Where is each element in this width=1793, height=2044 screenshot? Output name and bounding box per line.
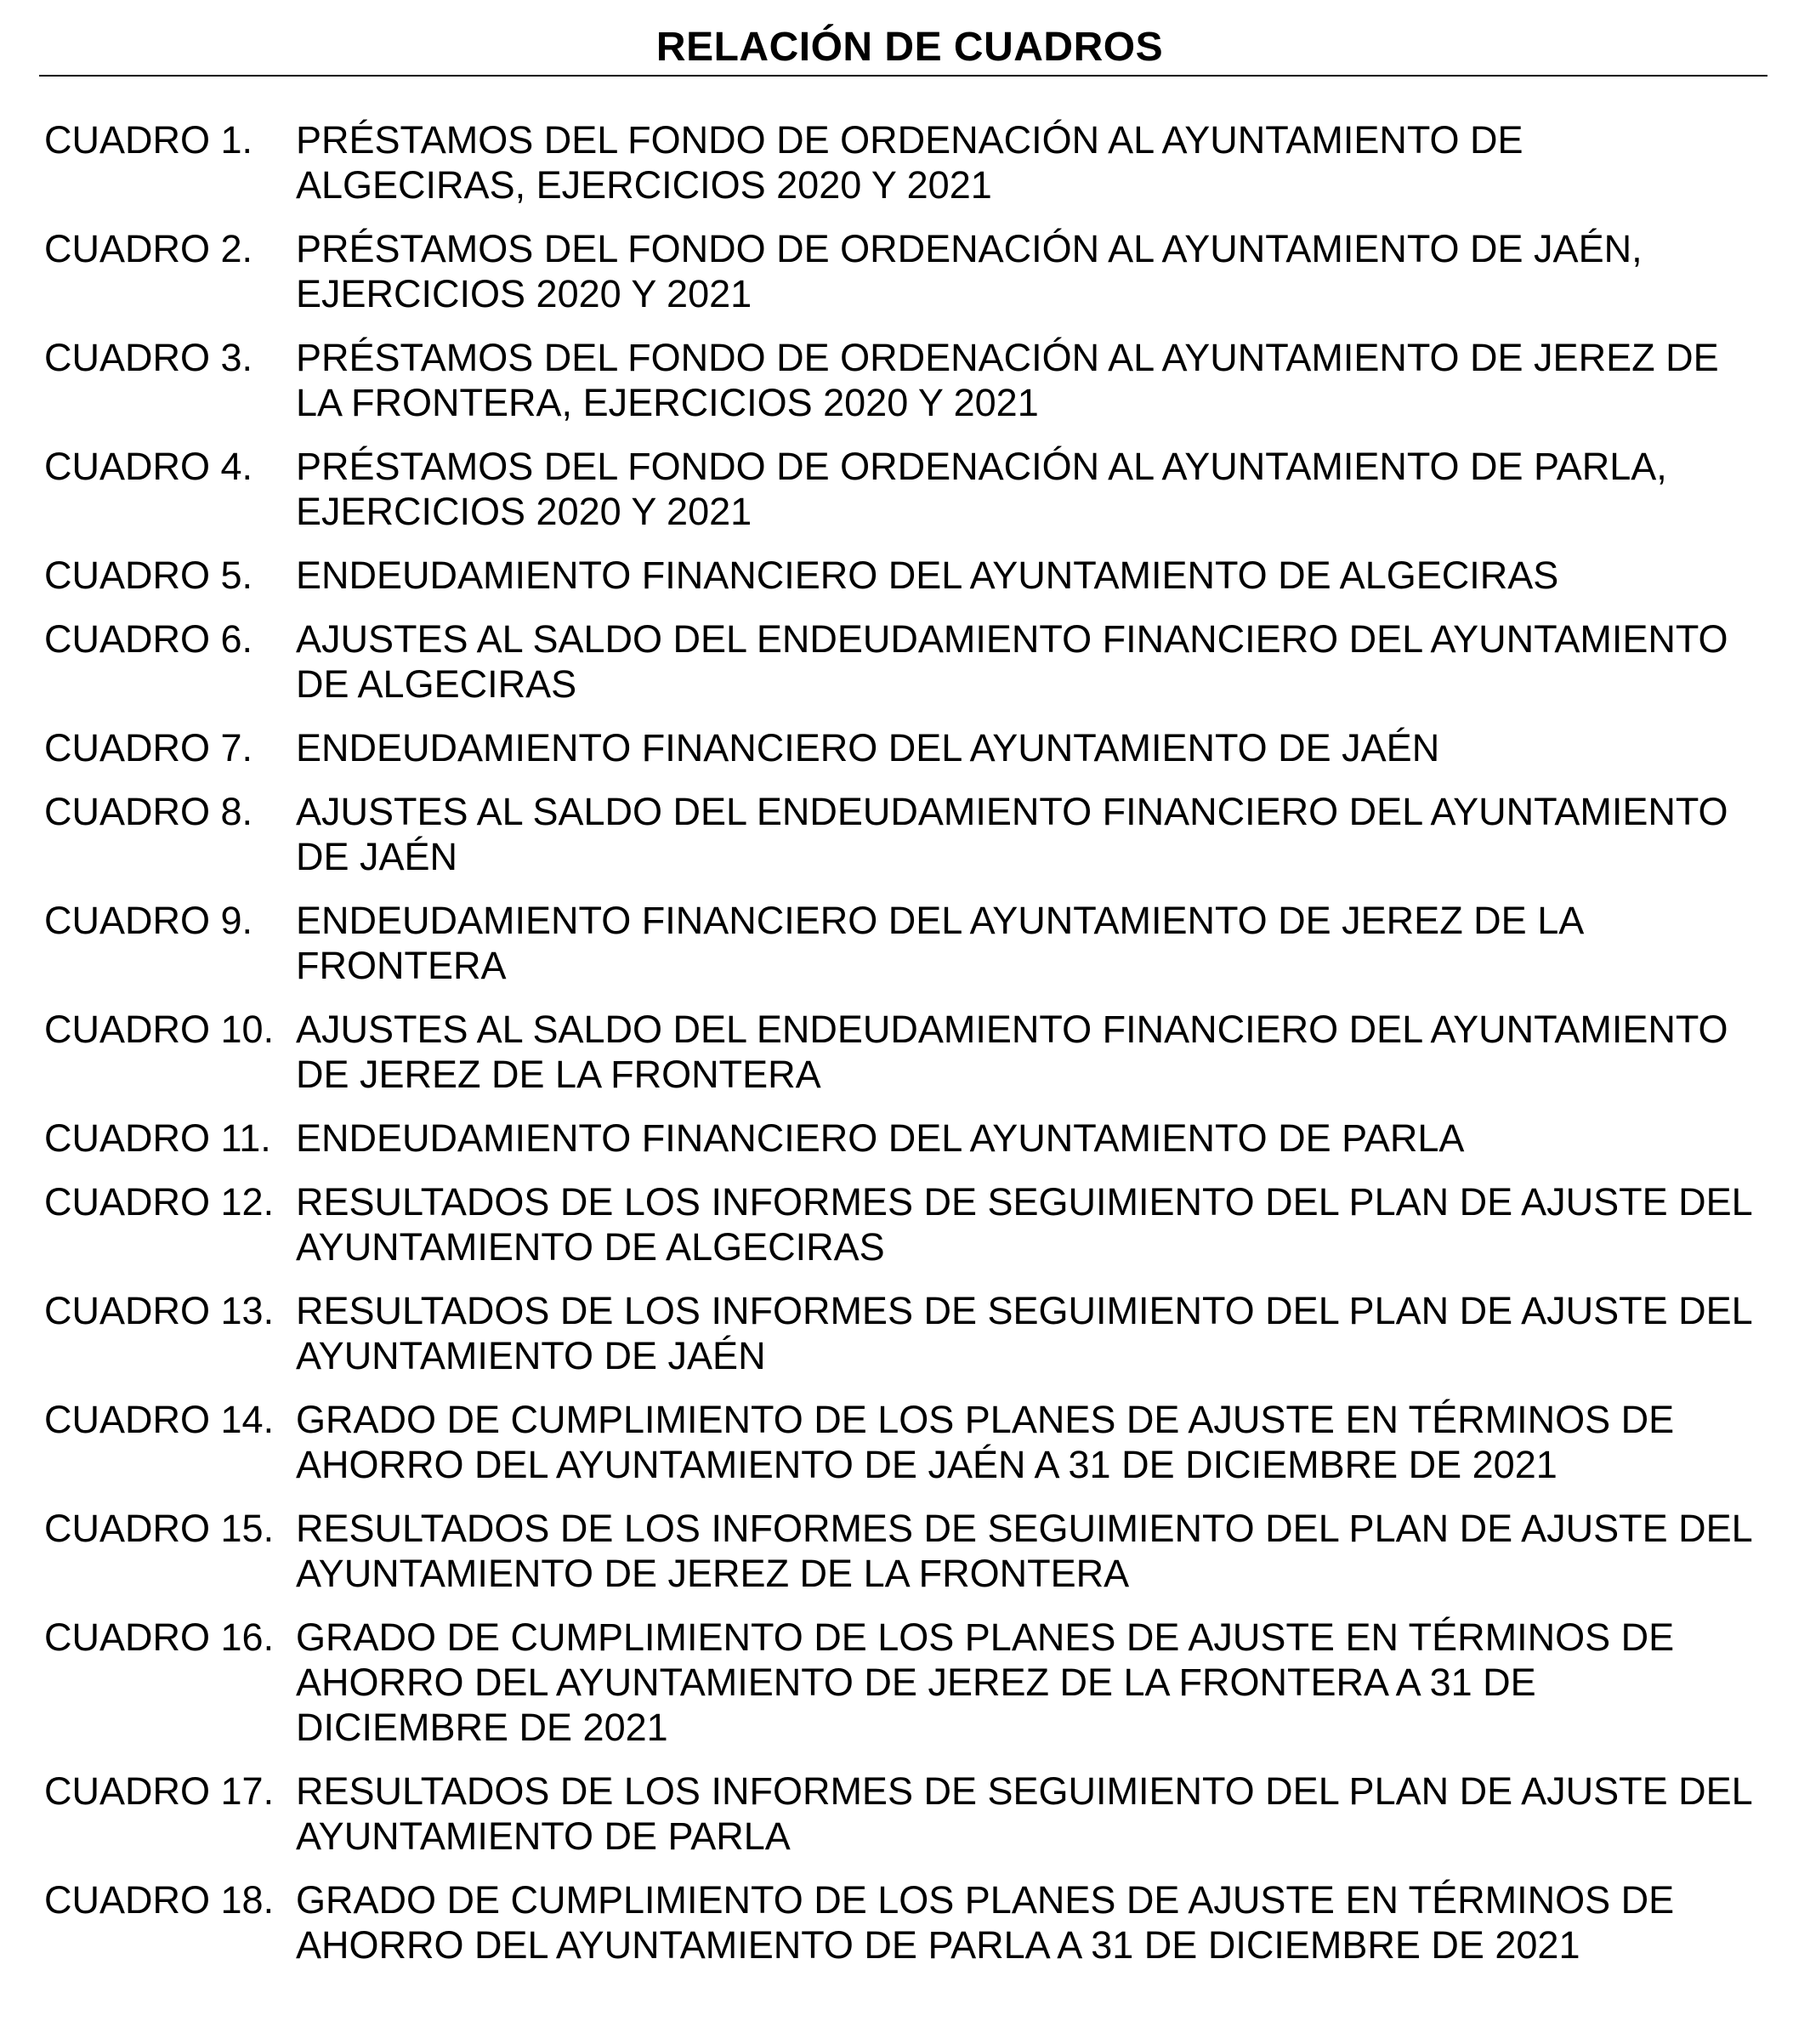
item-text: ENDEUDAMIENTO FINANCIERO DEL AYUNTAMIENTO DE PARLA bbox=[296, 1116, 1465, 1160]
item-label: CUADRO 18. bbox=[44, 1878, 275, 1922]
list-item bbox=[44, 117, 1779, 207]
list-item bbox=[44, 1179, 1779, 1269]
item-text: GRADO DE CUMPLIMIENTO DE LOS PLANES DE AJUSTE EN TÉRMINOS DE AHORRO DEL AYUNTAMIENTO DE JEREZ DE LA FRONTERA A 31 DE DICIEMBRE DE 2021 bbox=[296, 1615, 1675, 1749]
item-text: RESULTADOS DE LOS INFORMES DE SEGUIMIENTO DEL PLAN DE AJUSTE DEL AYUNTAMIENTO DE ALGECIRAS bbox=[296, 1180, 1752, 1269]
item-text: GRADO DE CUMPLIMIENTO DE LOS PLANES DE AJUSTE EN TÉRMINOS DE AHORRO DEL AYUNTAMIENTO DE PARLA A 31 DE DICIEMBRE DE 2021 bbox=[296, 1878, 1675, 1967]
item-text: AJUSTES AL SALDO DEL ENDEUDAMIENTO FINANCIERO DEL AYUNTAMIENTO DE JEREZ DE LA FRONTERA bbox=[296, 1008, 1728, 1096]
item-label: CUADRO 1. bbox=[44, 118, 253, 162]
item-text: PRÉSTAMOS DEL FONDO DE ORDENACIÓN AL AYUNTAMIENTO DE JAÉN, EJERCICIOS 2020 Y 2021 bbox=[296, 227, 1643, 315]
item-label: CUADRO 5. bbox=[44, 554, 253, 597]
item-label: CUADRO 3. bbox=[44, 336, 253, 379]
item-label: CUADRO 14. bbox=[44, 1398, 275, 1441]
list-item bbox=[44, 616, 1779, 707]
item-text: PRÉSTAMOS DEL FONDO DE ORDENACIÓN AL AYUNTAMIENTO DE PARLA, EJERCICIOS 2020 Y 2021 bbox=[296, 445, 1667, 533]
item-label: CUADRO 4. bbox=[44, 445, 253, 488]
item-text: AJUSTES AL SALDO DEL ENDEUDAMIENTO FINANCIERO DEL AYUNTAMIENTO DE JAÉN bbox=[296, 790, 1728, 878]
item-text: ENDEUDAMIENTO FINANCIERO DEL AYUNTAMIENTO DE JAÉN bbox=[296, 726, 1440, 769]
item-label: CUADRO 6. bbox=[44, 617, 253, 661]
list-item bbox=[44, 725, 1779, 770]
item-text: AJUSTES AL SALDO DEL ENDEUDAMIENTO FINANCIERO DEL AYUNTAMIENTO DE ALGECIRAS bbox=[296, 617, 1728, 706]
list-item bbox=[44, 1769, 1779, 1859]
title-underline bbox=[39, 75, 1767, 77]
item-label: CUADRO 12. bbox=[44, 1180, 275, 1224]
list-item bbox=[44, 553, 1779, 598]
list-item bbox=[44, 1116, 1779, 1161]
list-item bbox=[44, 444, 1779, 534]
item-text: ENDEUDAMIENTO FINANCIERO DEL AYUNTAMIENTO DE JEREZ DE LA FRONTERA bbox=[296, 899, 1582, 987]
item-text: GRADO DE CUMPLIMIENTO DE LOS PLANES DE AJUSTE EN TÉRMINOS DE AHORRO DEL AYUNTAMIENTO DE JAÉN A 31 DE DICIEMBRE DE 2021 bbox=[296, 1398, 1675, 1486]
item-text: PRÉSTAMOS DEL FONDO DE ORDENACIÓN AL AYUNTAMIENTO DE JEREZ DE LA FRONTERA, EJERCICIOS 2020 Y 2021 bbox=[296, 336, 1719, 424]
item-label: CUADRO 8. bbox=[44, 790, 253, 833]
list-item bbox=[44, 789, 1779, 879]
item-label: CUADRO 13. bbox=[44, 1289, 275, 1332]
item-label: CUADRO 15. bbox=[44, 1507, 275, 1550]
list-item bbox=[44, 1007, 1779, 1097]
item-label: CUADRO 16. bbox=[44, 1615, 275, 1659]
item-label: CUADRO 2. bbox=[44, 227, 253, 270]
item-text: RESULTADOS DE LOS INFORMES DE SEGUIMIENTO DEL PLAN DE AJUSTE DEL AYUNTAMIENTO DE PARLA bbox=[296, 1769, 1752, 1858]
page-title: RELACIÓN DE CUADROS bbox=[655, 25, 1164, 70]
item-text: RESULTADOS DE LOS INFORMES DE SEGUIMIENTO DEL PLAN DE AJUSTE DEL AYUNTAMIENTO DE JAÉN bbox=[296, 1289, 1752, 1377]
list-item bbox=[44, 335, 1779, 425]
list-item bbox=[44, 226, 1779, 316]
list-item bbox=[44, 898, 1779, 988]
item-label: CUADRO 17. bbox=[44, 1769, 275, 1813]
item-text: ENDEUDAMIENTO FINANCIERO DEL AYUNTAMIENTO DE ALGECIRAS bbox=[296, 554, 1559, 597]
list-item bbox=[44, 1397, 1779, 1487]
item-label: CUADRO 7. bbox=[44, 726, 253, 769]
item-text: PRÉSTAMOS DEL FONDO DE ORDENACIÓN AL AYUNTAMIENTO DE ALGECIRAS, EJERCICIOS 2020 Y 2021 bbox=[296, 118, 1523, 207]
table-list bbox=[44, 117, 1779, 1986]
item-label: CUADRO 9. bbox=[44, 899, 253, 942]
list-item bbox=[44, 1615, 1779, 1750]
item-label: CUADRO 11. bbox=[44, 1116, 271, 1160]
list-item bbox=[44, 1288, 1779, 1378]
item-text: RESULTADOS DE LOS INFORMES DE SEGUIMIENTO DEL PLAN DE AJUSTE DEL AYUNTAMIENTO DE JEREZ DE LA FRONTERA bbox=[296, 1507, 1752, 1595]
list-item bbox=[44, 1506, 1779, 1596]
list-item bbox=[44, 1877, 1779, 1967]
item-label: CUADRO 10. bbox=[44, 1008, 275, 1051]
